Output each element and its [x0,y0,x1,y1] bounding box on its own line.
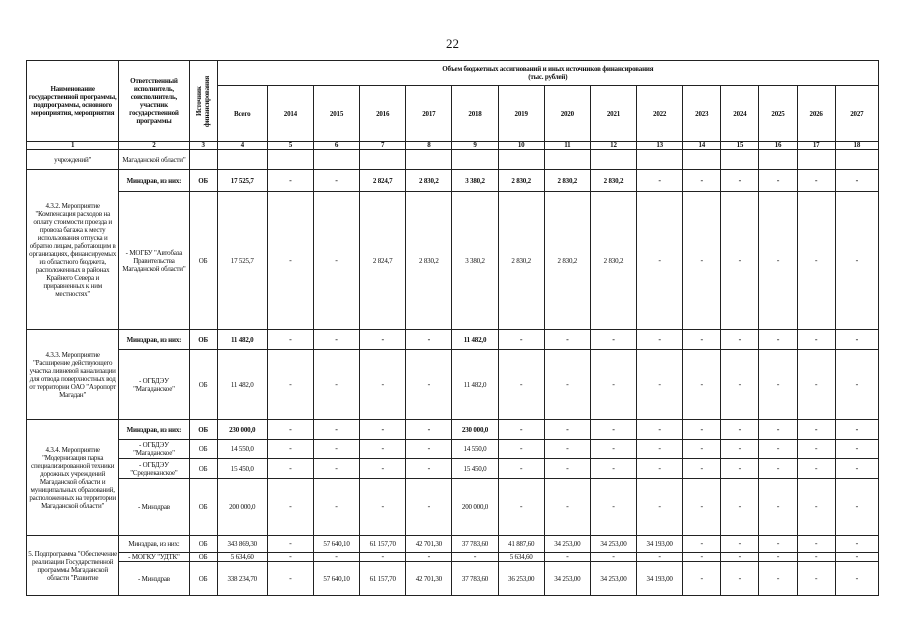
table-row [27,553,879,562]
row-year-value: - [759,350,797,420]
row-year-value: - [637,553,683,562]
table-row [27,562,879,596]
column-index: 7 [360,142,406,150]
row-year-value: - [759,192,797,330]
row-source: ОБ [189,553,217,562]
row-year-value: - [590,479,636,536]
row-year-value: 2 830,2 [406,170,452,192]
row-year-value: - [267,459,313,479]
row-year-value: - [637,170,683,192]
row-year-value: - [498,479,544,536]
column-index: 14 [683,142,721,150]
row-year-value: - [759,420,797,440]
row-responsible: - МОГБУ "Автобаза Правительства Магаданской области" [119,192,189,330]
row-year-value: - [313,553,359,562]
row-year-value: - [637,330,683,350]
row-year-value: - [721,330,759,350]
column-index: 13 [637,142,683,150]
row-year-value: - [267,420,313,440]
header-year: 2022 [637,86,683,142]
row-year-value: - [759,553,797,562]
row-year-value: 2 830,2 [498,170,544,192]
header-year: 2015 [313,86,359,142]
row-year-value: - [721,420,759,440]
row-year-value: - [406,479,452,536]
row-year-value: - [797,192,835,330]
row-year-value: 61 157,70 [360,536,406,553]
row-year-value: - [590,330,636,350]
row-responsible: - МОГКУ "УДТК" [119,553,189,562]
row-total: 230 000,0 [217,420,267,440]
header-year: 2021 [590,86,636,142]
row-year-value: - [637,420,683,440]
row-year-value: 2 830,2 [544,192,590,330]
column-index: 5 [267,142,313,150]
page-number: 22 [446,36,459,51]
row-year-value: - [683,479,721,536]
row-source: ОБ [189,192,217,330]
header-year: 2019 [498,86,544,142]
row-responsible: - Минздрав [119,562,189,596]
row-source: ОБ [189,536,217,553]
row-year-value: - [835,170,878,192]
row-year-value: - [797,330,835,350]
row-year-value: - [313,330,359,350]
row-year-value: - [637,440,683,459]
table-row [27,150,879,170]
row-responsible: - ОГБДЭУ "Магаданское" [119,350,189,420]
row-year-value: - [267,440,313,459]
row-year-value: - [590,553,636,562]
row-year-value: - [590,420,636,440]
row-year-value: - [313,479,359,536]
header-year: 2014 [267,86,313,142]
row-year-value: 37 783,60 [452,536,498,553]
row-year-value: - [360,459,406,479]
column-index: 16 [759,142,797,150]
row-year-value: - [498,440,544,459]
row-total: 11 482,0 [217,350,267,420]
row-year-value: - [759,479,797,536]
column-index: 18 [835,142,878,150]
row-total: 11 482,0 [217,330,267,350]
row-source: ОБ [189,562,217,596]
row-year-value: - [797,170,835,192]
row-year-value: - [721,553,759,562]
header-name: Наименование государственной программы, подпрограммы, основного мероприятия, мероприятия [27,61,119,142]
column-index: 11 [544,142,590,150]
row-year-value: - [797,440,835,459]
column-index: 12 [590,142,636,150]
row-source: ОБ [189,330,217,350]
row-year-value: 11 482,0 [452,350,498,420]
row-year-value: - [406,553,452,562]
row-year-value: - [590,350,636,420]
row-total: 343 869,30 [217,536,267,553]
row-responsible: Минздрав, из них: [119,170,189,192]
row-year-value: - [797,553,835,562]
row-total: 14 550,0 [217,440,267,459]
row-year-value: - [406,420,452,440]
row-year-value: - [721,562,759,596]
row-year-value: 37 783,60 [452,562,498,596]
row-year-value: - [683,350,721,420]
row-year-value: 11 482,0 [452,330,498,350]
row-year-value: - [544,459,590,479]
row-year-value: 34 253,00 [544,562,590,596]
row-year-value: 14 550,0 [452,440,498,459]
row-source: ОБ [189,170,217,192]
row-year-value: - [267,170,313,192]
row-year-value: - [721,350,759,420]
row-year-value: - [759,330,797,350]
row-year-value: - [360,479,406,536]
header-year: 2023 [683,86,721,142]
row-year-value: - [267,192,313,330]
header-year: 2026 [797,86,835,142]
header-year: 2016 [360,86,406,142]
row-name: учреждений" [27,150,119,170]
row-year-value: 34 253,00 [590,536,636,553]
row-year-value: - [498,350,544,420]
row-year-value: - [637,350,683,420]
row-year-value: - [797,479,835,536]
table-row [27,479,879,536]
row-name: 4.3.3. Мероприятие "Расширение действующего участка ливневой канализации для отвода поверхностных вод от территории ОАО "Аэропорт Магадан" [27,330,119,420]
budget-table [26,60,879,596]
row-year-value: - [313,420,359,440]
row-year-value: - [797,350,835,420]
row-year-value: 15 450,0 [452,459,498,479]
row-total: 15 450,0 [217,459,267,479]
row-source: ОБ [189,350,217,420]
row-year-value: - [721,170,759,192]
row-year-value: 2 830,2 [406,192,452,330]
row-year-value: - [835,553,878,562]
row-year-value: - [406,459,452,479]
row-year-value: - [759,562,797,596]
row-year-value: - [406,350,452,420]
table-row [27,330,879,350]
row-year-value: - [267,553,313,562]
row-year-value: - [313,440,359,459]
row-name: 5. Подпрограмма "Обеспечение реализации Государственной программы Магаданской области "Развитие [27,536,119,596]
column-index: 3 [189,142,217,150]
row-year-value: - [835,192,878,330]
row-year-value: - [683,170,721,192]
row-year-value: 36 253,00 [498,562,544,596]
row-responsible: Минздрав, из них: [119,330,189,350]
header-year: 2017 [406,86,452,142]
column-index: 9 [452,142,498,150]
row-year-value: - [360,330,406,350]
row-year-value: - [797,459,835,479]
column-index: 8 [406,142,452,150]
row-total: 17 525,7 [217,192,267,330]
column-index: 2 [119,142,189,150]
row-year-value: - [544,479,590,536]
table-row [27,170,879,192]
row-year-value: - [721,479,759,536]
row-year-value: - [797,420,835,440]
row-year-value: - [313,192,359,330]
row-year-value: 34 193,00 [637,562,683,596]
row-year-value: - [313,170,359,192]
column-index: 6 [313,142,359,150]
row-year-value: - [835,562,878,596]
row-year-value: 2 824,7 [360,170,406,192]
row-responsible: Минздрав, из них: [119,536,189,553]
row-year-value: 61 157,70 [360,562,406,596]
row-year-value: - [683,562,721,596]
column-index-row [27,142,879,150]
row-year-value: - [759,170,797,192]
row-year-value: - [721,192,759,330]
row-year-value: - [637,479,683,536]
header-year: 2024 [721,86,759,142]
row-total: 5 634,60 [217,553,267,562]
row-year-value: - [835,420,878,440]
row-year-value: - [498,420,544,440]
row-year-value: - [544,420,590,440]
row-year-value: 3 380,2 [452,192,498,330]
row-year-value: - [590,459,636,479]
row-year-value: 2 830,2 [544,170,590,192]
row-year-value: - [360,440,406,459]
row-year-value: - [637,459,683,479]
row-year-value: - [835,479,878,536]
row-year-value: - [797,562,835,596]
row-year-value: - [360,350,406,420]
table-row [27,536,879,553]
row-year-value: - [797,536,835,553]
row-year-value: - [759,459,797,479]
header-responsible: Ответственный исполнитель, соисполнитель, участник государственной программы [119,61,189,142]
row-year-value: - [267,330,313,350]
header-volume-title: Объем бюджетных ассигнований и иных источников финансирования [442,65,654,73]
row-year-value: - [544,440,590,459]
row-year-value: - [835,440,878,459]
header-year: 2018 [452,86,498,142]
row-year-value: 34 253,00 [590,562,636,596]
header-year: 2025 [759,86,797,142]
row-year-value: - [721,536,759,553]
header-source [189,61,217,142]
row-year-value: 34 193,00 [637,536,683,553]
header-source-text: Источник финансирования [195,75,212,127]
row-year-value: - [683,553,721,562]
row-year-value: - [452,553,498,562]
row-year-value: 2 830,2 [498,192,544,330]
row-year-value: - [759,536,797,553]
row-responsible: Магаданской области" [119,150,189,170]
column-index: 4 [217,142,267,150]
row-year-value: - [313,350,359,420]
row-year-value: - [683,536,721,553]
row-year-value: - [835,459,878,479]
column-index: 10 [498,142,544,150]
row-total: 200 000,0 [217,479,267,536]
row-year-value: - [406,440,452,459]
column-index: 15 [721,142,759,150]
row-year-value: 57 640,10 [313,562,359,596]
header-year: 2020 [544,86,590,142]
row-responsible: - ОГБДЭУ "Среднеканское" [119,459,189,479]
row-name: 4.3.4. Мероприятие "Модернизация парка специализированной техники дорожных учреждений Магаданской области и муниципальных образований, расположенных на территории Магаданской области" [27,420,119,536]
table-row [27,440,879,459]
row-year-value: - [267,350,313,420]
row-year-value: - [835,536,878,553]
row-source: ОБ [189,479,217,536]
row-year-value: - [683,420,721,440]
row-year-value: - [544,330,590,350]
row-year-value: - [683,330,721,350]
row-source: ОБ [189,420,217,440]
row-year-value: - [313,459,359,479]
row-year-value: - [267,562,313,596]
header-year: 2027 [835,86,878,142]
row-year-value: - [267,479,313,536]
row-year-value: - [360,553,406,562]
row-year-value: - [498,459,544,479]
row-year-value: 200 000,0 [452,479,498,536]
row-year-value: - [544,350,590,420]
row-responsible: Минздрав, из них: [119,420,189,440]
row-year-value: 230 000,0 [452,420,498,440]
row-total: 338 234,70 [217,562,267,596]
row-year-value: 57 640,10 [313,536,359,553]
header-total: Всего [217,86,267,142]
row-year-value: - [267,536,313,553]
row-total: 17 525,7 [217,170,267,192]
row-year-value: - [360,420,406,440]
header-volume [217,61,878,86]
row-responsible: - ОГБДЭУ "Магаданское" [119,440,189,459]
row-year-value: - [835,350,878,420]
table-row [27,420,879,440]
row-year-value: - [637,192,683,330]
table-row [27,459,879,479]
row-responsible: - Минздрав [119,479,189,536]
column-index: 1 [27,142,119,150]
table-row [27,350,879,420]
row-year-value: - [721,459,759,479]
row-year-value: - [683,459,721,479]
table-row [27,192,879,330]
row-source: ОБ [189,459,217,479]
row-year-value: - [683,440,721,459]
row-year-value: - [721,440,759,459]
row-year-value: 42 701,30 [406,536,452,553]
row-year-value: - [544,553,590,562]
row-year-value: - [683,192,721,330]
row-year-value: 42 701,30 [406,562,452,596]
column-index: 17 [797,142,835,150]
row-year-value: - [590,440,636,459]
header-volume-unit: (тыс. рублей) [528,73,568,81]
row-year-value: 5 634,60 [498,553,544,562]
row-year-value: - [835,330,878,350]
row-year-value: - [406,330,452,350]
row-year-value: - [759,440,797,459]
row-name: 4.3.2. Мероприятие "Компенсация расходов на оплату стоимости проезда и провоза багажа к месту использования отпуска и обратно лицам, работающим в организациях, финансируемых из областного бюджета, расположенных в районах Крайнего Севера и приравненных к ним местностях" [27,170,119,330]
row-year-value: 41 887,60 [498,536,544,553]
row-year-value: 2 830,2 [590,192,636,330]
row-year-value: - [498,330,544,350]
row-year-value: 2 830,2 [590,170,636,192]
row-source: ОБ [189,440,217,459]
row-year-value: 2 824,7 [360,192,406,330]
row-year-value: 34 253,00 [544,536,590,553]
row-year-value: 3 380,2 [452,170,498,192]
